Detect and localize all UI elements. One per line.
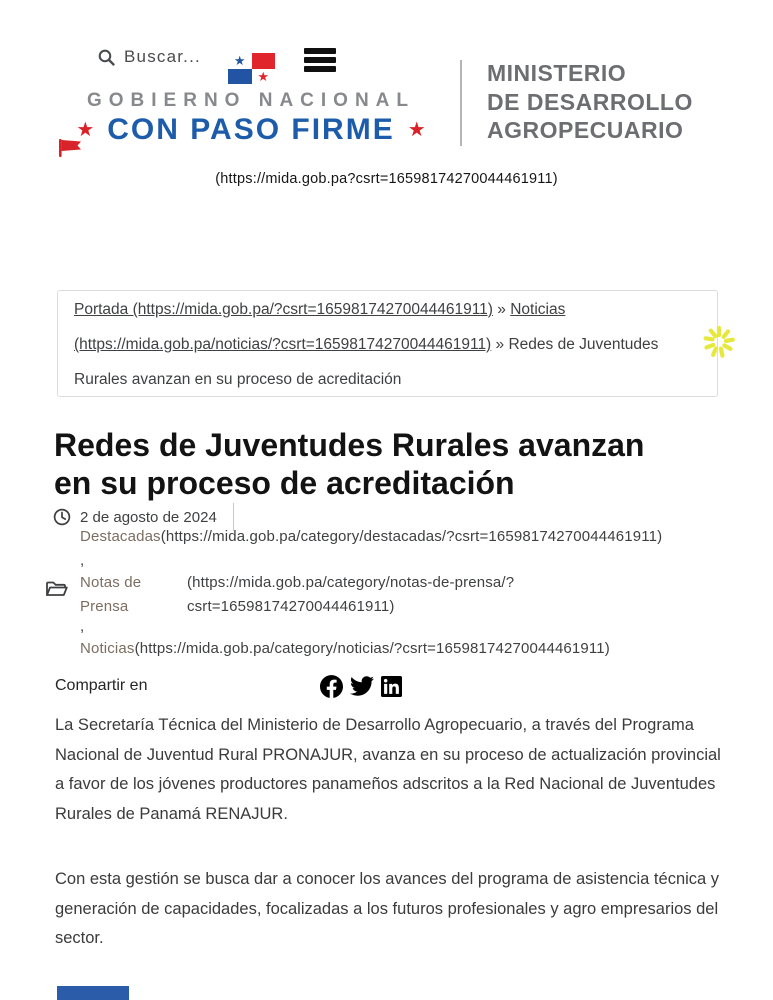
date-text: 2 de agosto de 2024 [80, 508, 217, 526]
search-icon [98, 49, 115, 66]
linkedin-icon [381, 676, 402, 697]
menu-button[interactable] [304, 48, 336, 72]
hamburger-icon [304, 48, 336, 54]
flag-quadrant-red [252, 53, 276, 69]
facebook-share-button[interactable] [320, 675, 343, 698]
red-star-icon: ★ [407, 119, 426, 141]
breadcrumb-current: Redes de Juventudes Rurales avanzan en su proceso de acreditación [74, 336, 659, 388]
flag-quadrant-blue-star: ★ [228, 53, 252, 69]
breadcrumb-noticias-link[interactable]: Noticias (https://mida.gob.pa/noticias/?csrt=16598174270044461911) [74, 301, 566, 353]
flag-quadrant-blue [228, 69, 252, 85]
category-noticias-link[interactable]: Noticias(https://mida.gob.pa/category/noticias/?csrt=16598174270044461911) [80, 640, 610, 657]
footer-bar [57, 986, 129, 1000]
article-paragraph: La Secretaría Técnica del Ministerio de Desarrollo Agropecuario, a través del Programa Nacional de Juventud Rural PRONAJUR, avanza en su proceso de actualización provincial a favor de los jóvenes productores panameños adscritos a la Red Nacional de Juventudes Rurales de Panamá RENAJUR. [55, 716, 721, 823]
category-destacadas [80, 528, 662, 545]
loading-spinner-icon [701, 324, 737, 360]
category-notas-de-prensa [80, 571, 514, 618]
ministry-name: MINISTERIO DE DESARROLLO AGROPECUARIO [487, 60, 693, 143]
category-notas-link[interactable]: Notas de Prensa [80, 574, 142, 615]
category-separator: , [80, 552, 85, 569]
clock-icon [53, 508, 71, 526]
red-star-icon: ★ [76, 119, 95, 141]
logo-line-gobierno: GOBIERNO NACIONAL [87, 90, 415, 111]
search-placeholder: Buscar... [124, 47, 201, 66]
article-title: Redes de Juventudes Rurales avanzan en su proceso de acreditación [54, 427, 645, 501]
article-paragraph: Con esta gestión se busca dar a conocer los avances del programa de asistencia técnica y generación de capacidades, focalizadas a los futuros profesionales y agro empresarios del sector. [55, 870, 720, 947]
share-buttons [320, 674, 402, 698]
header-divider [460, 60, 462, 146]
site-url-text: (https://mida.gob.pa?csrt=16598174270044461911) [215, 171, 558, 187]
panama-flag-icon [228, 53, 275, 84]
folder-icon [45, 580, 68, 598]
category-notas-url: (https://mida.gob.pa/category/notas-de-prensa/? csrt=16598174270044461911) [187, 574, 515, 615]
linkedin-share-button[interactable] [381, 676, 402, 697]
breadcrumb-separator: » [495, 336, 505, 353]
breadcrumb-portada-link[interactable]: Portada (https://mida.gob.pa/?csrt=16598174270044461911) [74, 301, 493, 318]
facebook-icon [320, 675, 343, 698]
article-date [53, 503, 234, 531]
category-separator: , [80, 618, 85, 635]
flag-quadrant-red-star: ★ [252, 69, 276, 85]
search-input[interactable] [98, 47, 201, 67]
category-noticias [80, 640, 610, 657]
twitter-share-button[interactable] [350, 674, 374, 698]
twitter-icon [350, 674, 374, 698]
breadcrumb [57, 290, 718, 397]
breadcrumb-separator: » [497, 301, 506, 318]
category-destacadas-link[interactable]: Destacadas(https://mida.gob.pa/category/destacadas/?csrt=16598174270044461911) [80, 528, 663, 545]
share-label: Compartir en [55, 677, 148, 694]
logo-line-con-paso-firme: ★ CON PASO FIRME ★ [76, 113, 426, 146]
red-flag-icon [56, 137, 84, 159]
government-logo[interactable] [55, 90, 447, 147]
